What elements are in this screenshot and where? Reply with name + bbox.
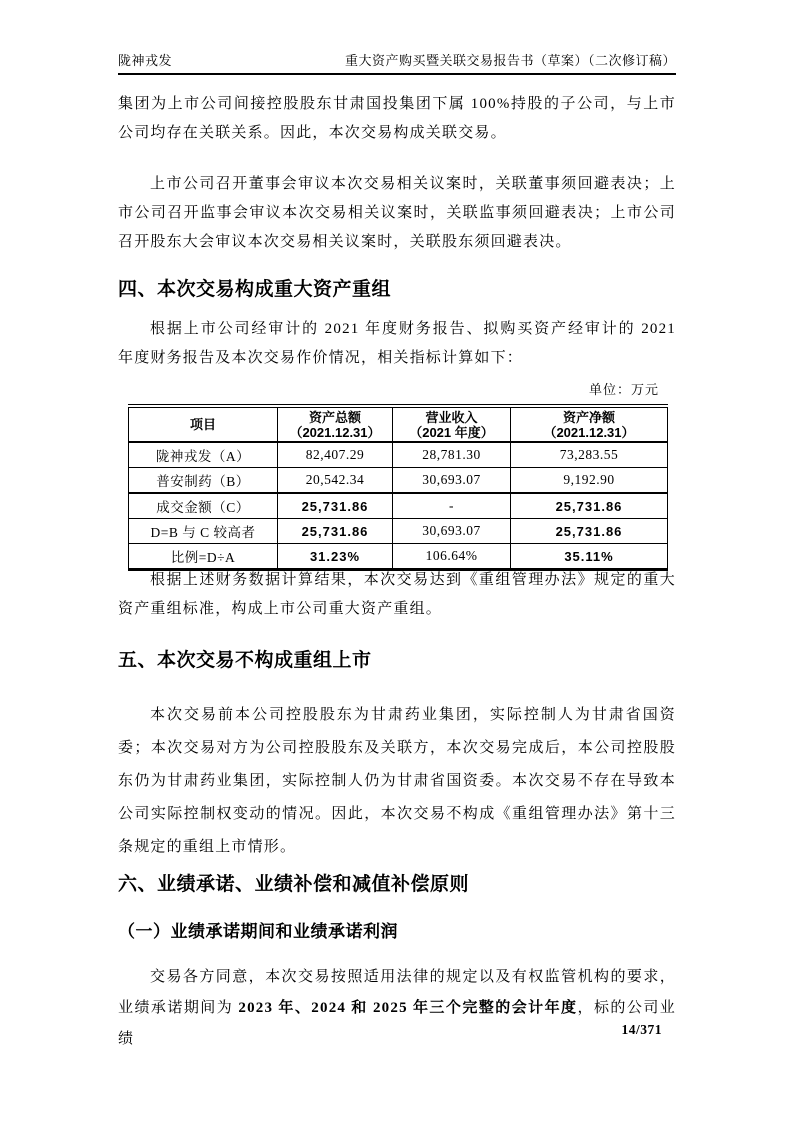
row-label: 成交金额（C） <box>129 493 278 519</box>
col-header-total-assets <box>278 406 393 442</box>
cell-value: 25,731.86 <box>278 493 393 519</box>
cell-value: 9,192.90 <box>511 468 668 494</box>
section-heading-4: 四、本次交易构成重大资产重组 <box>118 279 392 300</box>
table-row-longshen <box>129 442 668 468</box>
section-heading-6: 六、业绩承诺、业绩补偿和减值补偿原则 <box>118 874 470 895</box>
paragraph-performance-commitment <box>118 962 676 1055</box>
table-row-puan <box>129 468 668 494</box>
row-label: D=B 与 C 较高者 <box>129 519 278 544</box>
financial-indicators-table <box>128 404 668 571</box>
subsection-heading-6-1: （一）业绩承诺期间和业绩承诺利润 <box>118 922 398 941</box>
page-header <box>118 53 676 69</box>
col-header-title: 资产净额 <box>562 409 615 425</box>
paragraph-related-transaction: 集团为上市公司间接控股股东甘肃国投集团下属 100%持股的子公司，与上市公司均存在关联关系。因此，本次交易构成关联交易。 <box>118 96 676 141</box>
commitment-period-bold: 2023 年、2024 和 2025 年三个完整的会计年度 <box>238 1000 578 1016</box>
section-heading-5: 五、本次交易不构成重组上市 <box>118 650 372 671</box>
page-number: 14/371 <box>621 1022 662 1037</box>
cell-value: - <box>393 493 511 519</box>
col-header-net-assets <box>511 406 668 442</box>
paragraph-no-backdoor-listing: 本次交易前本公司控股股东为甘肃药业集团，实际控制人为甘肃省国资委；本次交易对方为公司控股股东及关联方，本次交易完成后，本公司控股股东仍为甘肃药业集团，实际控制人仍为甘肃省国资委。本次交易不存在导致本公司实际控制权变动的情况。因此，本次交易不构成《重组管理办法》第十三条规定的重组上市情形。 <box>118 707 676 855</box>
col-header-title: 资产总额 <box>308 409 361 425</box>
cell-value: 30,693.07 <box>393 519 511 544</box>
col-header-item: 项目 <box>129 406 278 442</box>
cell-value: 30,693.07 <box>393 468 511 494</box>
table-row-deal-amount <box>129 493 668 519</box>
cell-value: 25,731.86 <box>278 519 393 544</box>
cell-value: 31.23% <box>278 544 393 570</box>
cell-value: 28,781.30 <box>393 442 511 468</box>
cell-value: 82,407.29 <box>278 442 393 468</box>
paragraph-table-conclusion: 根据上述财务数据计算结果，本次交易达到《重组管理办法》规定的重大资产重组标准，构成上市公司重大资产重组。 <box>118 572 676 617</box>
header-doc-title: 重大资产购买暨关联交易报告书（草案）（二次修订稿） <box>344 53 676 68</box>
col-header-title: 营业收入 <box>425 409 478 425</box>
header-company-label: 陇神戎发 <box>118 53 173 68</box>
cell-value: 25,731.86 <box>511 519 668 544</box>
cell-value: 35.11% <box>511 544 668 570</box>
col-header-subtitle: （2021.12.31） <box>543 424 635 440</box>
cell-value: 73,283.55 <box>511 442 668 468</box>
col-header-subtitle: （2021 年度） <box>409 424 494 440</box>
table-row-higher-of-bc <box>129 519 668 544</box>
table-header-row <box>129 406 668 442</box>
row-label: 比例=D÷A <box>129 544 278 570</box>
commitment-text-prefix: 交易各方同意，本次交易按照适用法律的规定以及有权监管机构的要求，业绩承诺期间为 <box>118 969 676 1016</box>
col-header-revenue <box>393 406 511 442</box>
row-label: 普安制药（B） <box>129 468 278 494</box>
paragraph-avoid-voting: 上市公司召开董事会审议本次交易相关议案时，关联董事须回避表决；上市公司召开监事会审议本次交易相关议案时，关联监事须回避表决；上市公司召开股东大会审议本次交易相关议案时，关联股东须回避表决。 <box>118 176 676 250</box>
commitment-text-suffix: ，标的公司业绩 <box>118 1000 676 1047</box>
table-unit-label: 单位：万元 <box>588 382 659 397</box>
paragraph-table-intro: 根据上市公司经审计的 2021 年度财务报告、拟购买资产经审计的 2021 年度财务报告及本次交易作价情况，相关指标计算如下： <box>118 321 676 366</box>
row-label: 陇神戎发（A） <box>129 442 278 468</box>
cell-value: 106.64% <box>393 544 511 570</box>
cell-value: 20,542.34 <box>278 468 393 494</box>
header-rule <box>118 73 676 75</box>
col-header-subtitle: （2021.12.31） <box>289 424 381 440</box>
cell-value: 25,731.86 <box>511 493 668 519</box>
